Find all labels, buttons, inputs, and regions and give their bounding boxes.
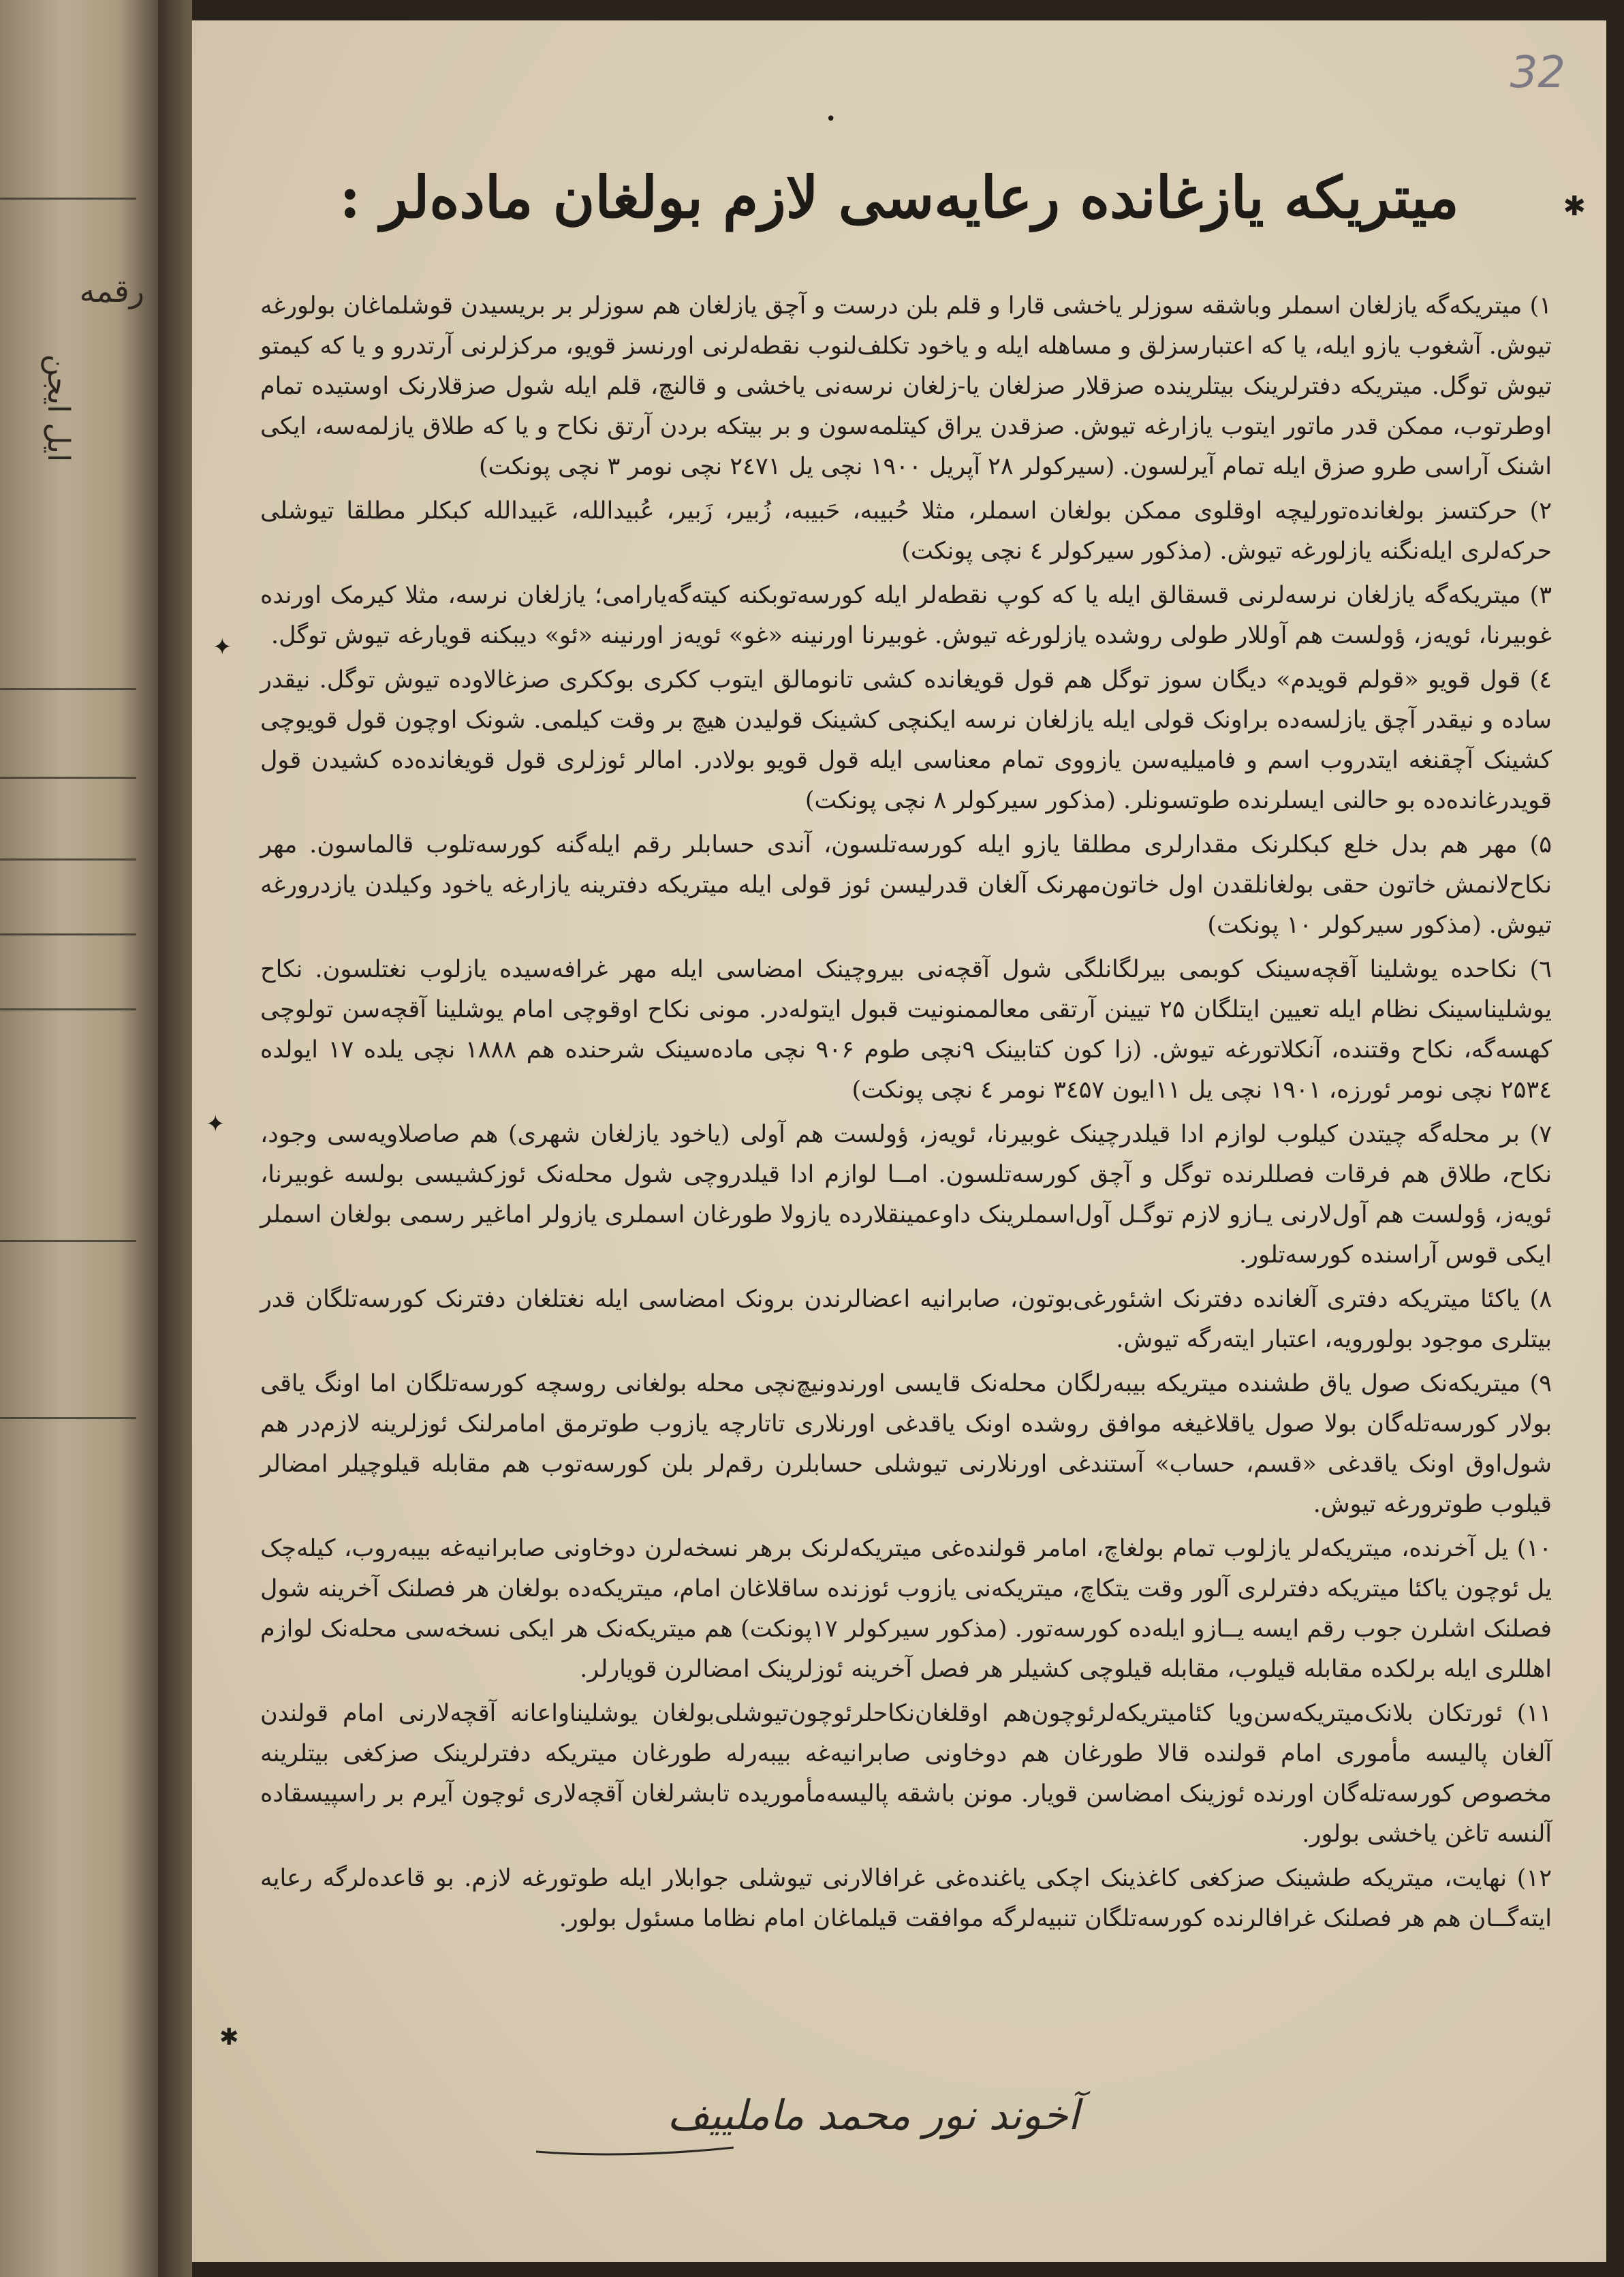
- document-body: [260, 286, 1552, 1943]
- page-number: 32: [1510, 48, 1565, 98]
- paragraph-1: ۱) میتریکه‌گه یازلغان اسملر وباشقه سوزلر یاخشی قارا و قلم بلن درست و آچق یازلغان هم سوزلر بر بریسیدن قوشلماغان بولورغه تیوش. آشغوب یازو ایله، یا که اعتبارسزلق و مساهله ایله و یاخود تکلف‌لنوب نقطه‌لرنی اورنسز قویو، مرکزلرنی آرتدرو و یا که کیمتو تیوش توگل. میتریکه دفترلرینک بیتلرینده صزقلار صزلغان یا-زلغان نرسه‌نی یاخشی و قالنچ، قلم ایله شول صزقلارنک اوستیده تمام اوطرتوب، ممکن قدر ماتور ایتوب یازارغه تیوش. صزقدن یراق کیتلمه‌سون و بر بیتکه بردن آرتق نکاح و یا که طلاق یازلمه‌سه، ایکی اشنک آراسی طرو صزق ایله تمام آیرلسون. (سیرکولر ۲۸ آپریل ۱۹۰۰ نچی یل ۲٤۷۱ نچی نومر ۳ نچی پونکت): [260, 292, 1552, 480]
- paragraph-7: ۷) بر محله‌گه چیتدن کیلوب لوازم ادا قیلدرچینک غوبیرنا، ئویه‌ز، ؤولست هم آولی (یاخود یازلغان شهری) هم صاصلاویه‌سی وجود، نکاح، طلاق هم فرقات فصللرنده توگل و آچق کورسه‌تلسون. امــا لوازم ادا قیلدروچی شول محله‌نک ئوزکشیسی بولسه غوبیرنا، ئویه‌ز، ؤولست هم آول‌لارنی یـازو لازم توگـل آول‌اسملرینک داوعمینقلارده یازولا طورغان اسملری یازولر اماغیر رسمی بولغان اسملر ایکی قوس آراسنده کورسه‌تلور.: [260, 1121, 1552, 1269]
- left-page-rule: [0, 688, 136, 690]
- left-page-header-fragment: رقمه: [79, 273, 144, 309]
- book-gutter: [158, 0, 192, 2277]
- document-page: [192, 20, 1606, 2262]
- left-page-rule: [0, 1008, 136, 1010]
- left-page-rule: [0, 858, 136, 861]
- paragraph-12: ۱۲) نهایت، میتریکه طشینک صزکغی کاغذینک اچکی یاغنده‌غی غرافالارنی تیوشلی جوابلار ایله طوتورغه لازم. بو قاعده‌لرگه رعایه ایته‌گــان هم هر فصلنک غرافالرنده کورسه‌تلگان تنبیه‌لرگه موافقت قیلماغان امام نظاما مسئول بولور.: [260, 1865, 1552, 1932]
- ink-dot: •: [826, 109, 837, 129]
- paragraph-9: ۹) میتریکه‌نک صول یاق طشنده میتریکه بیبه‌رلگان محله‌نک قایسی اورندونیچ‌نچی محله بولغانی روسچه کورسه‌تلگان اما اونگ یاقی بولار کورسه‌تله‌گان بولا صول یاقلاغیغه موافق روشده اونک یاقدغی اورنلاری تاتارچه یازوب طوترمق امامرلنک ئوزلرینه لازم‌در هم شول‌اوق اونک یاقدغی «قسم، حساب» آستندغی اورنلارنی تیوشلی حسابلرن رقم‌لر بلن کورسه‌توب هم مقابله قیلوچیلر امضالر قیلوب طوترورغه تیوش.: [260, 1370, 1552, 1518]
- signature: آخوند نور محمد ماملییف: [667, 2092, 1080, 2139]
- paragraph-10: ۱۰) یل آخرنده، میتریکه‌لر یازلوب تمام بولغاچ، امامر قولنده‌غی میتریکه‌لرنک بر‌هر نسخه‌لرن دوخاونی صابرانیه‌غه بیبه‌روب، کیله‌چک یل ئوچون یاکئا میتریکه دفترلری آلور وقت یتکاچ، میتریکه‌نی یازوب ئوزنده ساقلاغان امام، میتریکه‌ده بولغان هر فصلنک آخرینه شول فصلنک اشلرن جوب رقم ایسه یــازو ایله‌ده کورسه‌تور. (مذکور سیرکولر ۱۷پونکت) هم میتریکه‌نک هر ایکی نسخه‌سی محله‌نک لوازم اهللری ایله برلکده مقابله قیلوب، مقابله قیلوچی کشیلر هر فصل آخرینه ئوزلرینک امضالرن قویارلر.: [260, 1535, 1552, 1683]
- left-page-rule: [0, 1240, 136, 1242]
- ink-mark: ✱: [219, 2024, 239, 2051]
- ink-mark: ✦: [206, 1111, 225, 1138]
- left-page-rule: [0, 1417, 136, 1419]
- signature-flourish: [533, 2133, 737, 2160]
- paragraph-5: ۵) مهر هم بدل خلع کبکلرنک مقدارلری مطلقا یازو ایله کورسه‌تلسون، آندی حسابلر رقم ایله‌گنه کورسه‌تلوب قالماسون. مهر نکاح‌لانمش خاتون حقی بولغانلقدن اول خاتون‌مهرنک آلغان قدرلیسن ئوز قولی ایله میتریکه دفترینه یازارغه یاخود وکیلدن یازدرورغه تیوش. (مذکور سیرکولر ۱۰ پونکت): [260, 831, 1552, 939]
- ink-mark: ✱: [1563, 191, 1586, 222]
- adjacent-page: [0, 0, 158, 2277]
- paragraph-2: ۲) حرکتسز بولغانده‌تورلیچه اوقلوی ممکن بولغان اسملر، مثلا حُبیبه، حَبیبه، زُبیر، زَبیر، عُبیدالله، عَبیدالله کبکلر مطلقا تیوشلی حرکه‌لری ایله‌نگنه یازلورغه تیوش. (مذکور سیرکولر ٤ نچی پونکت): [260, 497, 1552, 565]
- paragraph-4: ٤) قول قویو «قولم قویدم» دیگان سوز توگل هم قول قویغانده کشی تانومالق ایتوب ککری بوککری صزغالاوده تیوش توگل. نیقدر ساده و نیقدر آچق یازلسه‌ده براونک قولی ایله یازلغان نرسه ایکنچی کشینک قولیدن هیچ بر وقت کیلمی. شونک اوچون قول قویوچی کشینک آچقنغه ایتدروب اسم و فامیلیه‌سن یازووی تمام معناسی ایله قول قویو بولادر. امالر ئوزلری قول قویغانده‌ده کشیدن قول قویدرغانده‌ده بو حالنی ایسلرنده طوتسونلر. (مذکور سیرکولر ۸ نچی پونکت): [260, 666, 1552, 814]
- left-page-rule: [0, 198, 136, 200]
- paragraph-6: ٦) نکاحده یوشلینا آقچه‌سینک کوبمی بیرلگانلگی شول آقچه‌نی بیروچینک امضاسی ایله مهر غرافه‌سیده یازلوب نغتلسون. نکاح یوشلیناسینک نظام ایله تعیین ایتلگان ۲۵ تیینن آرتقی معالممنونیت قبول ایتوله‌در. مونی نکاح اوقوچی امام یوشلینا آقچه‌سن تولوچی کهسه‌گه، نکاح وقتنده، آنکلاتورغه تیوش. (زا کون کتابینک ۹نچی طوم ۹۰۶ نچی ماده‌سینک شرحنده هم ۱۸۸۸ نچی یلده ۱۷ ایولده ۲۵۳٤ نچی نومر ئورزه، ۱۹۰۱ نچی یل ۱۱ایون ۳٤۵۷ نومر ٤ نچی پونکت): [260, 956, 1552, 1104]
- paragraph-8: ۸) یاکئا میتریکه دفتری آلغانده دفترنک اشئورغی‌بوتون، صابرانیه اعضالرندن برونک امضاسی ایله نغتلغان دفترنک کورسه‌تلگان قدر بیتلری موجود بولورویه، اعتبار ایته‌رگه تیوش.: [260, 1286, 1552, 1353]
- paragraph-3: ۳) میتریکه‌گه یازلغان نرسه‌لرنی قسقالق ایله یا که کوپ نقطه‌لر ایله کورسه‌توبکنه کیته‌گه‌یارامی؛ یازلغان نرسه، مثلا کیرمک اورنده غوبیرنا، ئویه‌ز، ؤولست هم آوللار طولی روشده یازلورغه تیوش. غوبیرنا اورنینه «غو» ئویه‌ز اورنینه «ئو» دیبکنه قویارغه تیوش توگل.: [260, 582, 1552, 649]
- paragraph-11: ۱۱) ئورتکان بلانک‌میتریکه‌سن‌ویا کئامیتریکه‌لرئوچون‌هم اوقلغان‌نکاحلرئوچون‌تیوشلی‌بولغان یوشلیناواعانه آقچه‌لارنی امام قولندن آلغان پالیسه مأموری امام قولنده قالا طورغان هم دوخاونی صابرانیه‌غه بیبه‌رله طورغان میتریکه دفترلرینک صزکغی بیتلرینه مخصوص کورسه‌تله‌گان اورنده ئوزینک امضاسن قویار. مونن باشقه پالیسه‌مأموریده تابشرلغان آقچه‌لاری ئوچون آیرم بر راسپیسقاده آلنسه تاغن یاخشی بولور.: [260, 1700, 1552, 1848]
- left-page-rule: [0, 933, 136, 935]
- document-title: میتریکه یازغانده رعایه‌سی لازم بولغان ماده‌لر :: [339, 164, 1459, 231]
- left-page-rule: [0, 777, 136, 779]
- left-page-vertical-fragment: ایل ایجن: [41, 354, 76, 463]
- ink-mark: ✦: [213, 634, 232, 661]
